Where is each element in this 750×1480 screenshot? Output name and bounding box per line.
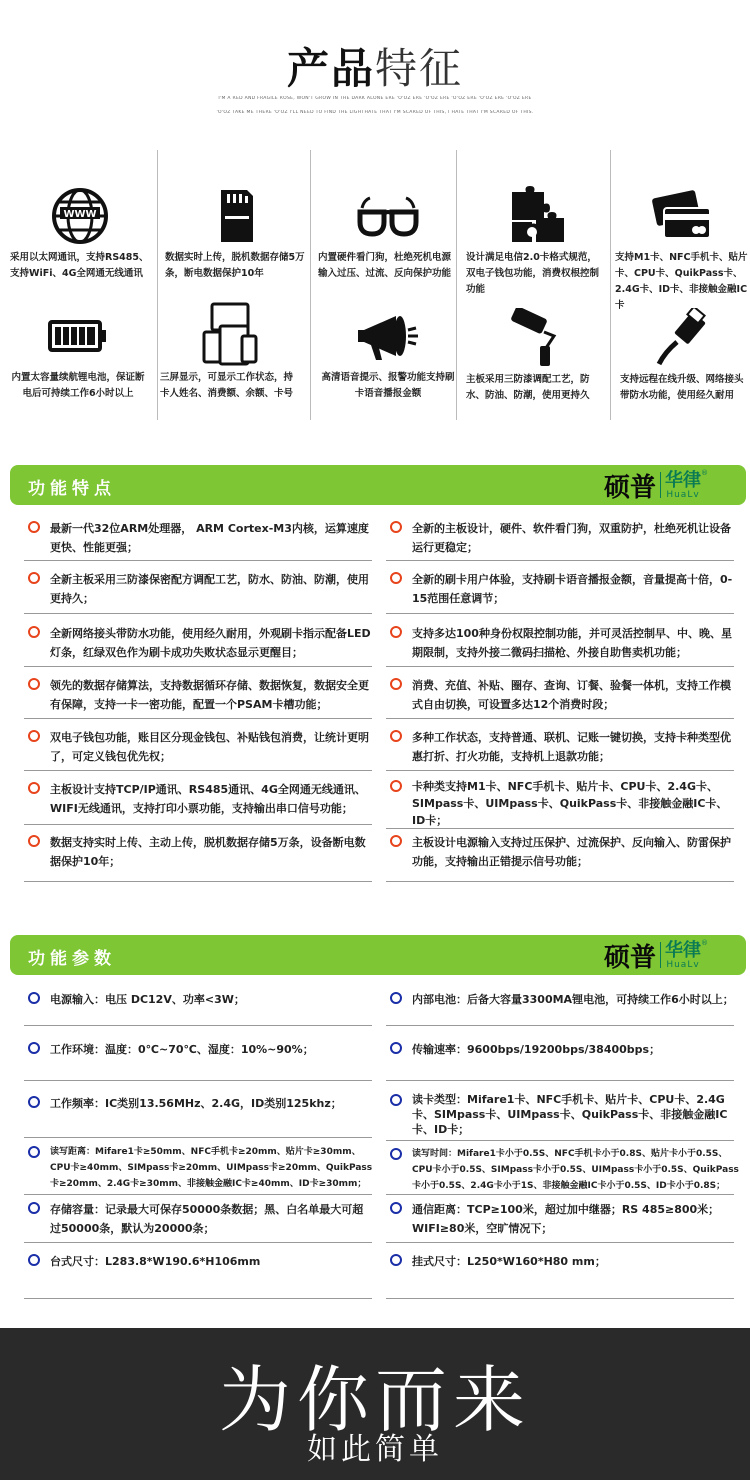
list-item bbox=[28, 1094, 373, 1113]
list-item bbox=[390, 833, 735, 871]
bullet-icon bbox=[390, 1148, 402, 1160]
list-item bbox=[390, 1200, 735, 1238]
divider bbox=[24, 1242, 372, 1243]
feature-text: 内置太容量续航锂电池，保证断电后可持续工作6小时以上 bbox=[11, 372, 145, 399]
divider bbox=[24, 666, 372, 667]
feature-text: 高清语音提示、报警功能支持刷卡语音播报金额 bbox=[321, 372, 455, 399]
bullet-icon bbox=[390, 1254, 402, 1266]
divider bbox=[386, 1025, 734, 1026]
list-item bbox=[390, 676, 735, 714]
feature-spec bbox=[466, 186, 606, 298]
feature-storage bbox=[165, 186, 305, 282]
bullet-icon bbox=[28, 992, 40, 1004]
item-text: 工作环境：温度：0℃~70℃、湿度：10%~90%； bbox=[50, 1043, 314, 1056]
item-text: 全新的主板设计，硬件、软件看门狗，双重防护，杜绝死机让设备运行更稳定； bbox=[412, 522, 731, 554]
globe-www-icon bbox=[48, 186, 112, 246]
feature-ethernet bbox=[10, 186, 150, 282]
item-text: 消费、充值、补贴、圈存、查询、订餐、验餐一体机，支持工作模式自由切换，可设置多达12个消费时段； bbox=[412, 679, 731, 711]
divider bbox=[386, 560, 734, 561]
divider bbox=[386, 1194, 734, 1195]
logo-hualv-en: HuaLv bbox=[666, 489, 700, 500]
item-text: 内部电池：后备大容量3300MA锂电池，可持续工作6小时以上； bbox=[412, 993, 734, 1006]
list-item bbox=[28, 1200, 373, 1238]
list-item bbox=[390, 778, 735, 829]
subtitle-line-2: 'O'OZ TAKE ME THERE 'O'OZ I'LL NEED TO FIND THE LIGHTHATE THAT I'M SCARED OF THIS, I HATE THAT I'M SCARED OF THIS. bbox=[216, 110, 534, 115]
svg-text:WWW: WWW bbox=[63, 209, 97, 220]
list-item bbox=[390, 1040, 735, 1059]
section-bar-features bbox=[10, 465, 746, 505]
item-text: 挂式尺寸：L250*W160*H80 mm； bbox=[412, 1255, 606, 1268]
bullet-icon bbox=[28, 730, 40, 742]
divider bbox=[386, 666, 734, 667]
feature-cards bbox=[615, 186, 749, 314]
usb-cable-icon bbox=[651, 308, 715, 368]
list-item bbox=[390, 570, 735, 608]
cards-icon bbox=[650, 186, 714, 246]
item-text: 全新网络接头带防水功能，使用经久耐用，外观刷卡指示配备LED灯条，红绿双色作为刷卡成功失败状态显示更醒目； bbox=[50, 627, 371, 659]
list-item bbox=[28, 728, 373, 766]
feature-display bbox=[160, 302, 300, 402]
item-text: 领先的数据存储算法，支持数据循环存储、数据恢复，数据安全更有保障，支持一卡一密功能，配置一个PSAM卡槽功能； bbox=[50, 679, 369, 711]
footer-slogan: 为你而来 bbox=[218, 1358, 531, 1442]
feature-text: 三屏显示，可显示工作状态，持卡人姓名、消费额、余额、卡号 bbox=[160, 372, 294, 399]
divider bbox=[24, 1080, 372, 1081]
divider bbox=[386, 1080, 734, 1081]
item-text: 工作频率：IC类别13.56MHz、2.4G，ID类别125khz； bbox=[50, 1097, 342, 1110]
bullet-icon bbox=[390, 626, 402, 638]
item-text: 主板设计电源输入支持过压保护、过流保护、反向输入、防雷保护功能，支持输出正错提示信号功能； bbox=[412, 836, 731, 868]
list-item bbox=[28, 676, 373, 714]
bullet-icon bbox=[28, 626, 40, 638]
item-text: 数据支持实时上传、主动上传，脱机数据存储5万条，设备断电数据保护10年； bbox=[50, 836, 366, 868]
item-text: 全新的刷卡用户体验，支持刷卡语音播报金额，音量提高十倍，0-15范围任意调节； bbox=[412, 573, 733, 605]
logo-hualv bbox=[665, 471, 701, 500]
divider bbox=[24, 824, 372, 825]
section-title: 功能参数 bbox=[28, 949, 116, 969]
column-divider bbox=[157, 150, 158, 420]
bullet-icon bbox=[28, 1042, 40, 1054]
bullet-icon bbox=[28, 1254, 40, 1266]
divider bbox=[386, 718, 734, 719]
item-text: 最新一代32位ARM处理器， ARM Cortex-M3内核，运算速度更快、性能更强； bbox=[50, 522, 369, 554]
list-item bbox=[390, 728, 735, 766]
list-item bbox=[390, 624, 735, 662]
item-text: 台式尺寸：L283.8*W190.6*H106mm bbox=[50, 1255, 261, 1268]
feature-text: 数据实时上传，脱机数据存储5万条，断电数据保护10年 bbox=[165, 252, 305, 279]
bullet-icon bbox=[390, 992, 402, 1004]
sd-card-icon bbox=[203, 186, 267, 246]
bullet-icon bbox=[390, 835, 402, 847]
divider bbox=[24, 613, 372, 614]
bullet-icon bbox=[28, 1096, 40, 1108]
list-item bbox=[390, 1252, 735, 1271]
list-item bbox=[28, 990, 373, 1009]
item-text: 全新主板采用三防漆保密配方调配工艺，防水、防油、防潮，使用更持久； bbox=[50, 573, 369, 605]
registered-mark: ® bbox=[701, 939, 708, 947]
bullet-icon bbox=[390, 730, 402, 742]
divider bbox=[386, 1140, 734, 1141]
list-item bbox=[28, 1040, 373, 1059]
battery-icon bbox=[46, 310, 110, 366]
item-text: 传输速率：9600bps/19200bps/38400bps； bbox=[412, 1043, 661, 1056]
list-item bbox=[28, 833, 373, 871]
feature-upgrade bbox=[620, 308, 746, 404]
item-text: 电源输入：电压 DC12V、功率<3W； bbox=[50, 993, 245, 1006]
divider bbox=[386, 881, 734, 882]
brand-logo bbox=[604, 467, 708, 503]
bullet-icon bbox=[390, 521, 402, 533]
feature-text: 设计满足电信2.0卡格式规范，双电子钱包功能，消费权根控制功能 bbox=[466, 252, 600, 295]
item-text: 多种工作状态，支持普通、联机、记账一键切换，支持卡种类型优惠打折、打火功能，支持机上退款功能； bbox=[412, 731, 731, 763]
column-divider bbox=[610, 150, 611, 420]
item-text: 支持多达100种身份权限控制功能，并可灵活控制早、中、晚、星期限制，支持外接二微码扫描枪、外接自助售卖机功能； bbox=[412, 627, 732, 659]
bullet-icon bbox=[390, 1042, 402, 1054]
puzzle-icon bbox=[504, 186, 568, 246]
bullet-icon bbox=[390, 678, 402, 690]
paint-roller-icon bbox=[504, 308, 568, 368]
divider bbox=[386, 770, 734, 771]
megaphone-icon bbox=[356, 310, 420, 366]
logo-hualv-cn: 华律 bbox=[665, 939, 701, 961]
divider bbox=[386, 828, 734, 829]
footer-banner bbox=[0, 1328, 750, 1480]
list-item bbox=[390, 1146, 745, 1194]
footer-subslogan: 如此简单 bbox=[307, 1432, 443, 1467]
bullet-icon bbox=[390, 1202, 402, 1214]
bullet-icon bbox=[390, 780, 402, 792]
feature-coating bbox=[466, 308, 606, 404]
item-text: 通信距离：TCP≥100米，超过加中继器；RS 485≥800米；WIFI≥80米，空旷情况下； bbox=[412, 1203, 720, 1235]
item-text: 读写距离：Mifare1卡≥50mm、NFC手机卡≥20mm、贴片卡≥30mm、CPU卡≥40mm、SIMpass卡≥20mm、UIMpass卡≥20mm、QuikPass卡≥20mm、2.4G卡≥30mm、非接触金融IC卡≥40mm、ID卡≥30mm； bbox=[50, 1147, 373, 1189]
divider bbox=[24, 881, 372, 882]
item-text: 存储容量：记录最大可保存50000条数据；黑、白名单最大可超过50000条，默认为20000条； bbox=[50, 1203, 364, 1235]
logo-text: 硕普 bbox=[603, 942, 656, 973]
item-text: 读写时间：Mifare1卡小于0.5S、NFC手机卡小于0.8S、贴片卡小于0.5S、CPU卡小于0.5S、SIMpass卡小于0.5S、UIMpass卡小于0.5S、QuikPass卡小于0.5S、2.4G卡小于1S、非接触金融IC卡小于0.5S、ID卡小于0.8S； bbox=[412, 1149, 739, 1191]
feature-text: 支持远程在线升级、网络接头带防水功能，使用经久耐用 bbox=[620, 374, 744, 401]
list-item bbox=[390, 519, 735, 557]
feature-voice bbox=[318, 310, 458, 402]
item-text: 主板设计支持TCP/IP通讯、RS485通讯、4G全网通无线通讯、WIFI无线通讯，支持打印小票功能，支持输出串口信号功能； bbox=[50, 783, 366, 815]
bullet-icon bbox=[28, 521, 40, 533]
column-divider bbox=[310, 150, 311, 420]
list-item bbox=[28, 519, 373, 557]
logo-divider bbox=[660, 942, 661, 968]
bullet-icon bbox=[28, 782, 40, 794]
logo-hualv-cn: 华律 bbox=[665, 469, 701, 491]
brand-logo bbox=[604, 937, 708, 973]
divider bbox=[24, 1025, 372, 1026]
glasses-icon bbox=[356, 186, 420, 246]
item-text: 双电子钱包功能，账目区分现金钱包、补贴钱包消费，让统计更明了，可定义钱包优先权； bbox=[50, 731, 369, 763]
registered-mark: ® bbox=[701, 469, 708, 477]
feature-text: 支持M1卡、NFC手机卡、贴片卡、CPU卡、QuikPass卡、2.4G卡、ID卡、非接触金融IC卡 bbox=[615, 252, 748, 311]
list-item bbox=[28, 624, 373, 662]
list-item bbox=[390, 1092, 735, 1137]
bullet-icon bbox=[28, 1202, 40, 1214]
feature-text: 采用以太网通讯，支持RS485、支持WiFi、4G全网通无线通讯 bbox=[10, 252, 149, 279]
divider bbox=[24, 560, 372, 561]
devices-icon bbox=[198, 302, 262, 366]
subtitle-line-1: I'M A RED AND FRAGILE ROSE, WON'T GROW IN THE DARK ALONE ERE 'O'OZ ERE 'O'OZ ERE 'O'OZ ERE 'O'OZ ERE 'O'OZ ERE bbox=[218, 96, 532, 101]
feature-text: 主板采用三防漆调配工艺，防水、防油、防潮，使用更持久 bbox=[466, 374, 590, 401]
divider bbox=[386, 1298, 734, 1299]
list-item bbox=[28, 780, 373, 818]
page-title: 产品特征 bbox=[286, 44, 464, 93]
bullet-icon bbox=[390, 572, 402, 584]
divider bbox=[386, 1242, 734, 1243]
bullet-icon bbox=[28, 572, 40, 584]
section-bar-parameters bbox=[10, 935, 746, 975]
logo-text: 硕普 bbox=[603, 472, 656, 503]
list-item bbox=[28, 1252, 373, 1271]
feature-text: 内置硬件看门狗，杜绝死机电源输入过压、过流、反向保护功能 bbox=[318, 252, 452, 279]
feature-watchdog bbox=[318, 186, 458, 282]
bullet-icon bbox=[28, 835, 40, 847]
section-title: 功能特点 bbox=[28, 479, 116, 499]
item-text: 卡种类支持M1卡、NFC手机卡、贴片卡、CPU卡、2.4G卡、SIMpass卡、UIMpass卡、QuikPass卡、非接触金融IC卡、ID卡； bbox=[412, 780, 728, 827]
divider bbox=[24, 770, 372, 771]
bullet-icon bbox=[390, 1094, 402, 1106]
divider bbox=[24, 1137, 372, 1138]
logo-divider bbox=[660, 472, 661, 498]
list-item bbox=[28, 1144, 373, 1192]
divider bbox=[386, 613, 734, 614]
divider bbox=[24, 1194, 372, 1195]
item-text: 读卡类型：Mifare1卡、NFC手机卡、贴片卡、CPU卡、2.4G卡、SIMpass卡、UIMpass卡、QuikPass卡、非接触金融IC卡、ID卡； bbox=[412, 1093, 728, 1136]
bullet-icon bbox=[28, 1146, 40, 1158]
list-item bbox=[390, 990, 740, 1009]
feature-battery bbox=[8, 310, 148, 402]
logo-hualv-en: HuaLv bbox=[666, 959, 700, 970]
bullet-icon bbox=[28, 678, 40, 690]
divider bbox=[24, 1298, 372, 1299]
list-item bbox=[28, 570, 373, 608]
divider bbox=[24, 718, 372, 719]
logo-hualv bbox=[665, 941, 701, 970]
